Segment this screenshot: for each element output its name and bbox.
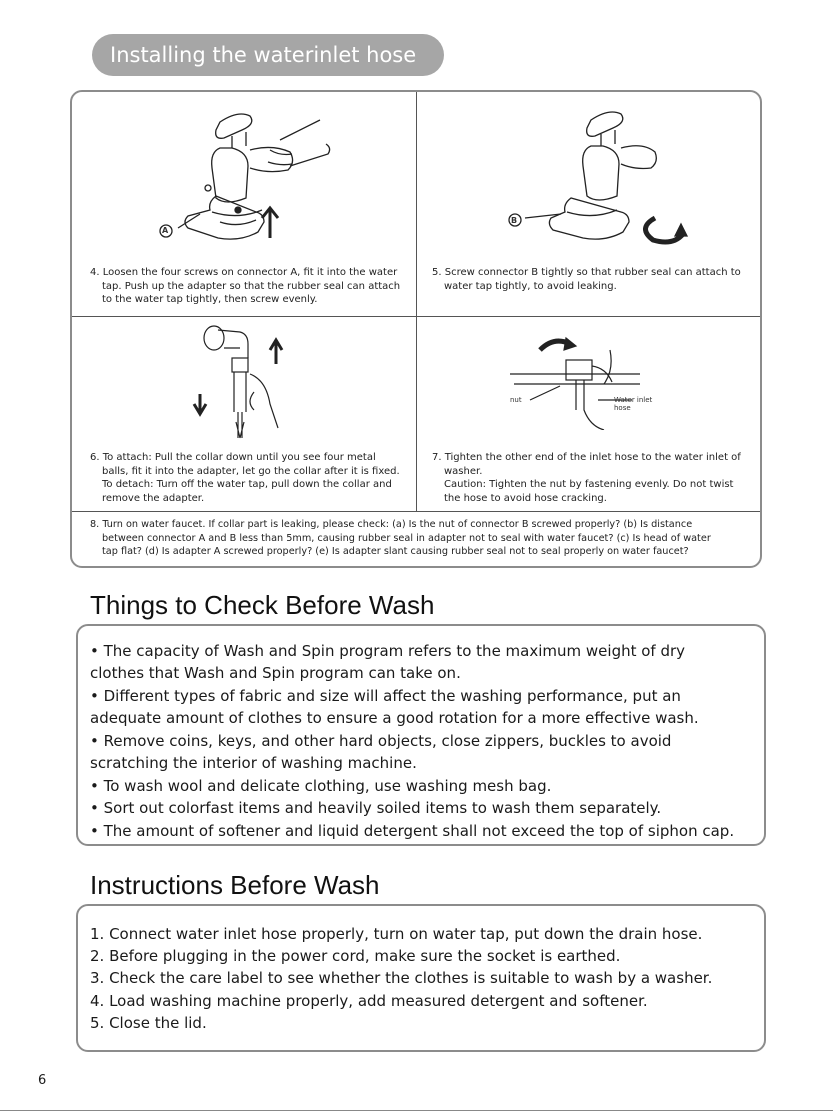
step-5-caption: 5. Screw connector B tightly so that rubber seal can attach to water tap tightly, to avoid leaking.	[432, 267, 741, 292]
column-divider	[416, 92, 417, 512]
tap-connector-a-illustration	[150, 100, 340, 245]
check-line: • Remove coins, keys, and other hard objects, close zippers, buckles to avoid	[90, 732, 672, 750]
check-line: • The capacity of Wash and Spin program refers to the maximum weight of dry	[90, 642, 686, 660]
instructions-heading: Instructions Before Wash	[90, 870, 380, 900]
instruction-line: 5. Close the lid.	[90, 1014, 207, 1032]
step-4-caption: 4. Loosen the four screws on connector A, fit it into the water tap. Push up the adapter so that the rubber seal can attach to the water tap tightly, then screw evenly.	[90, 267, 401, 305]
check-line: • Different types of fabric and size will affect the washing performance, put an	[90, 687, 681, 705]
row-divider	[72, 316, 760, 317]
check-line: clothes that Wash and Spin program can take on.	[90, 664, 461, 682]
label-connector-a: A	[162, 226, 169, 235]
check-line: • Sort out colorfast items and heavily soiled items to wash them separately.	[90, 799, 662, 817]
section-title: Installing the waterinlet hose	[110, 43, 417, 67]
check-line: scratching the interior of washing machine.	[90, 754, 417, 772]
label-connector-b: B	[511, 216, 518, 225]
instruction-line: 1. Connect water inlet hose properly, turn on water tap, put down the drain hose.	[90, 925, 703, 943]
inlet-hose-nut-illustration	[500, 330, 660, 430]
step-6-caption: 6. To attach: Pull the collar down until you see four metal balls, fit it into the adapter, let go the collar after it is fixed. To detach: Turn off the water tap, pull down the collar and remove the adapter.	[90, 452, 400, 504]
collar-attach-illustration	[180, 322, 300, 442]
row-divider	[72, 511, 760, 512]
check-line: adequate amount of clothes to ensure a good rotation for a more effective wash.	[90, 709, 699, 727]
label-nut: nut	[510, 396, 522, 404]
tap-connector-b-illustration	[495, 100, 695, 245]
instruction-line: 3. Check the care label to see whether the clothes is suitable to wash by a washer.	[90, 969, 713, 987]
page-number: 6	[38, 1073, 47, 1088]
check-line: • To wash wool and delicate clothing, use washing mesh bag.	[90, 777, 552, 795]
instruction-line: 4. Load washing machine properly, add measured detergent and softener.	[90, 992, 648, 1010]
step-8-caption: 8. Turn on water faucet. If collar part is leaking, please check: (a) Is the nut of connector B screwed properly? (b) Is distance between connector A and B less than 5mm, causing rubber seal in adapter not to seal with water faucet? (c) Is head of water tap flat? (d) Is adapter A screwed properly? (e) Is adapter slant causing rubber seal not to seal properly on water faucet?	[90, 519, 711, 557]
check-line: • The amount of softener and liquid detergent shall not exceed the top of siphon cap.	[90, 822, 735, 840]
bottom-rule	[0, 1110, 833, 1111]
instruction-line: 2. Before plugging in the power cord, make sure the socket is earthed.	[90, 947, 621, 965]
step-7-caption: 7. Tighten the other end of the inlet hose to the water inlet of washer. Caution: Tighten the nut by fastening evenly. Do not twist the hose to avoid hose cracking.	[432, 452, 741, 504]
section-title-pill	[92, 34, 444, 76]
label-water-inlet-hose: Water inlet hose	[614, 396, 653, 412]
things-to-check-heading: Things to Check Before Wash	[90, 590, 435, 620]
